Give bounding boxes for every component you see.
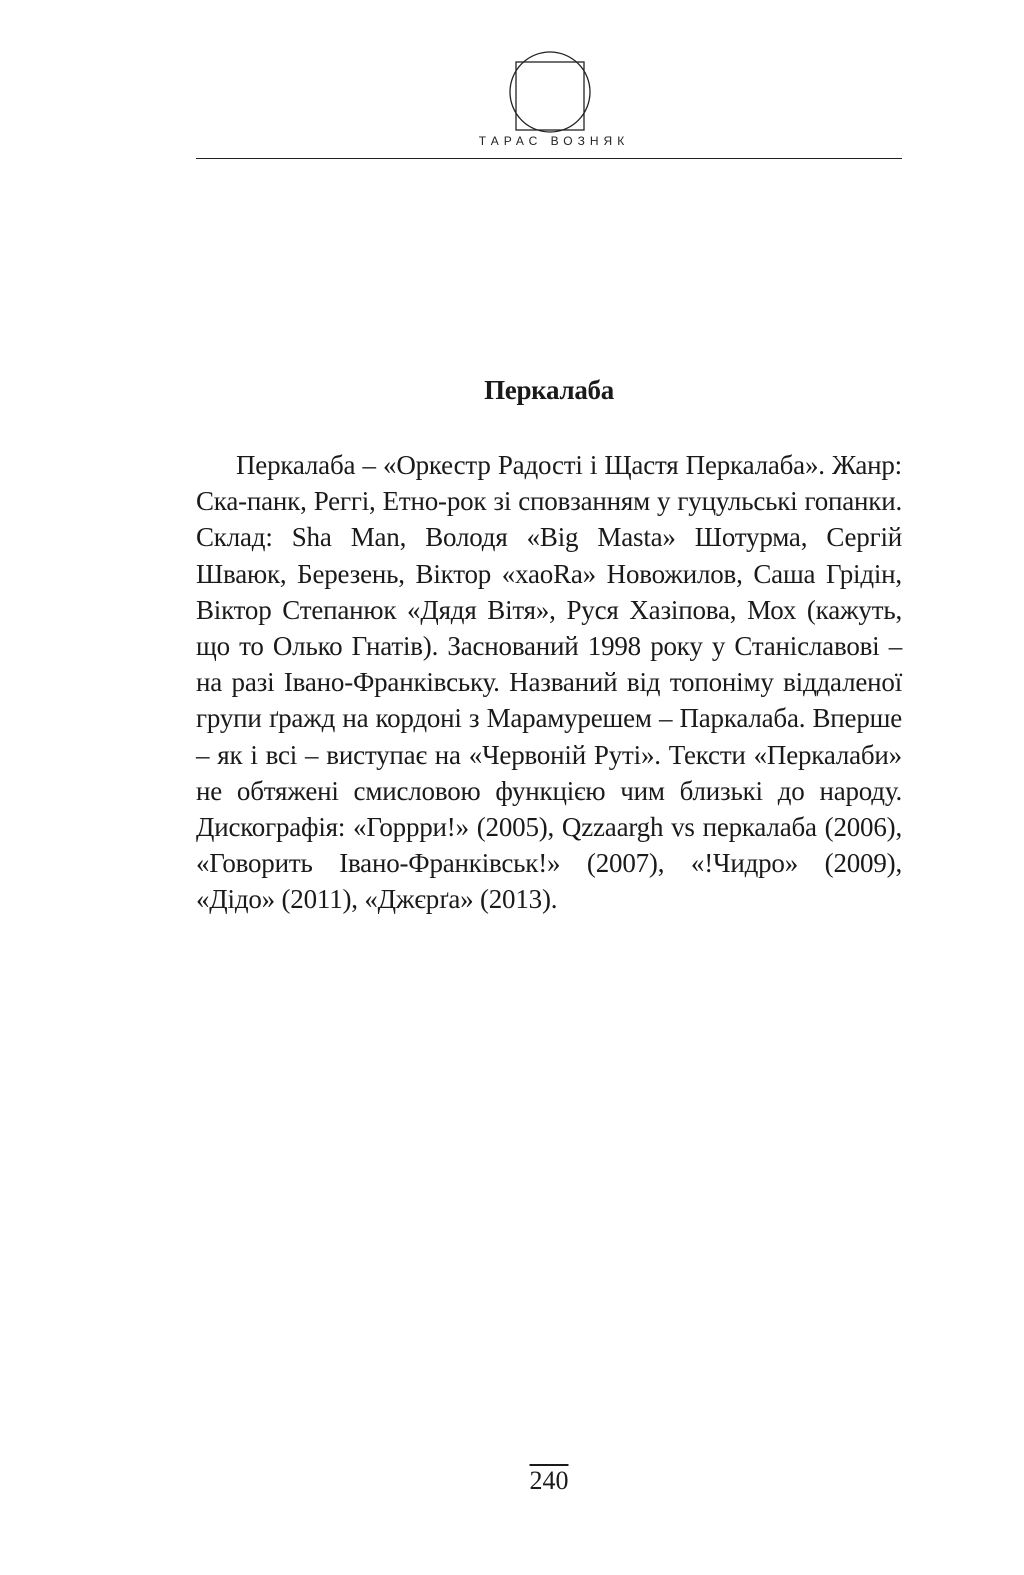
article-title: Перкалаба (484, 375, 614, 405)
circle-square-logo-icon (508, 50, 592, 134)
header-divider (196, 158, 902, 159)
page-number (196, 1466, 902, 1496)
article-body: Перкалаба – «Оркестр Радості і Щастя Перкалаба». Жанр: Ска-панк, Реггі, Етно-рок зі сповзанням у гуцульські гопанки. Склад: Sha Man, Володя «Big Masta» Шотурма, Сергій Шваюк, Березень, Віктор «хаоRa» Новожилов, Саша Грідін, Віктор Степанюк «Дядя Вітя», Руся Хазіпова, Мох (кажуть, що то Олько Гнатів). Заснований 1998 року у Станіславові – на разі Івано-Франківську. Названий від топоніму віддаленої групи ґражд на кордоні з Марамурешем – Паркалаба. Вперше – як і всі – виступає на «Червоній Руті». Тексти «Перкалаби» не обтяжені смисловою функцією чим близькі до народу. Дискографія: «Горрри!» (2005), Qzzaargh vs перкалаба (2006), «Говорить Івано-Франківськ!» (2007), «!Чидро» (2009), «Дідо» (2011), «Джєрґа» (2013). (196, 450, 902, 915)
page-number-value: 240 (529, 1466, 569, 1495)
running-head: ТАРАС ВОЗНЯК (478, 134, 630, 148)
